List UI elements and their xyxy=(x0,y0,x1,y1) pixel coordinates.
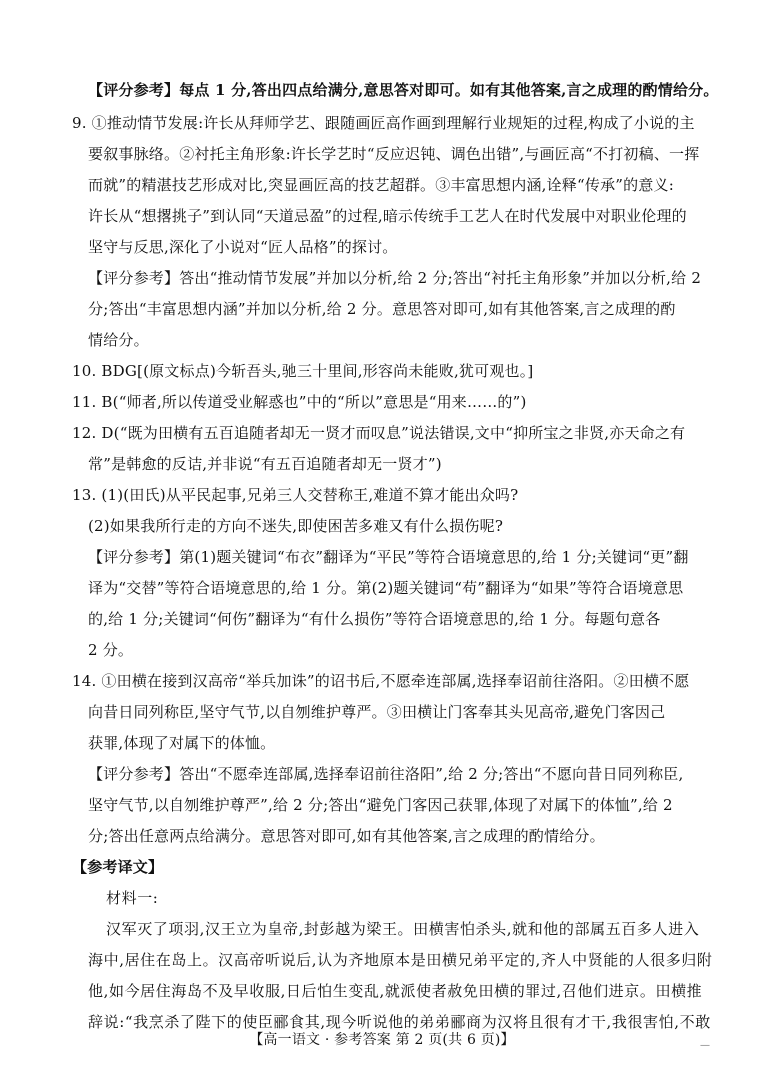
answer-12-line: 常”是韩愈的反诘,并非说“有五百追随者却无一贤才”) xyxy=(88,455,442,473)
translation-line: 海中,居住在岛上。汉高帝听说后,认为齐地原本是田横兄弟平定的,齐人中贤能的人很多归附 xyxy=(88,951,713,969)
answer-11-line: 11. B(“师者,所以传道受业解惑也”中的“所以”意思是“用来……的”) xyxy=(72,393,527,411)
corner-mark: — xyxy=(700,1040,710,1051)
scoring-reference-line: 分;答出任意两点给满分。意思答对即可,如有其他答案,言之成理的酌情给分。 xyxy=(88,827,605,845)
answer-14-line: 14. ①田横在接到汉高帝“举兵加诛”的诏书后,不愿牵连部属,选择奉诏前往洛阳。②田横不愿 xyxy=(72,672,690,690)
translation-heading: 【参考译文】 xyxy=(72,858,164,876)
answer-9-line: 要叙事脉络。②衬托主角形象:许长学艺时“反应迟钝、调色出错”,与画匠高“不打初稿、一挥 xyxy=(88,145,700,163)
translation-line: 汉军灭了项羽,汉王立为皇帝,封彭越为梁王。田横害怕杀头,就和他的部属五百多人进入 xyxy=(106,920,700,938)
scoring-reference-line: 译为“交替”等符合语境意思的,给 1 分。第(2)题关键词“苟”翻译为“如果”等符合语境意思 xyxy=(88,579,684,597)
translation-line: 他,如今居住海岛不及早收服,日后怕生变乱,就派使者赦免田横的罪过,召他们进京。田横推 xyxy=(88,982,703,1000)
answer-13-line: (2)如果我所行走的方向不迷失,即使困苦多难又有什么损伤呢? xyxy=(88,517,504,535)
scoring-reference-line: 【评分参考】第(1)题关键词“布衣”翻译为“平民”等符合语境意思的,给 1 分;关键词“更”翻 xyxy=(88,548,689,566)
scoring-reference-line: 【评分参考】每点 1 分,答出四点给满分,意思答对即可。如有其他答案,言之成理的酌情给分。 xyxy=(88,81,719,99)
answer-9-line: 9. ①推动情节发展:许长从拜师学艺、跟随画匠高作画到理解行业规矩的过程,构成了小说的主 xyxy=(72,114,695,132)
answer-14-line: 获罪,体现了对属下的体恤。 xyxy=(88,734,276,752)
answer-12-line: 12. D(“既为田横有五百追随者却无一贤才而叹息”说法错误,文中“抑所宝之非贤,亦天命之有 xyxy=(72,424,686,442)
scoring-reference-line: 的,给 1 分;关键词“何伤”翻译为“有什么损伤”等符合语境意思的,给 1 分。每题句意各 xyxy=(88,610,661,628)
answer-10-line: 10. BDG[(原文标点)今斩吾头,驰三十里间,形容尚未能败,犹可观也。] xyxy=(72,362,534,380)
answer-13-line: 13. (1)(田氏)从平民起事,兄弟三人交替称王,难道不算才能出众吗? xyxy=(72,486,519,504)
material-one-label: 材料一: xyxy=(106,889,159,907)
translation-line: 辞说:“我烹杀了陛下的使臣郦食其,现今听说他的弟弟郦商为汉将且很有才干,我很害怕,不敢 xyxy=(88,1013,711,1031)
scoring-reference-line: 坚守气节,以自刎维护尊严”,给 2 分;答出“避免门客因己获罪,体现了对属下的体恤”,给 2 xyxy=(88,796,673,814)
scoring-reference-line: 2 分。 xyxy=(88,641,134,659)
scoring-reference-line: 【评分参考】答出“不愿牵连部属,选择奉诏前往洛阳”,给 2 分;答出“不愿向昔日同列称臣, xyxy=(88,765,684,783)
answer-14-line: 向昔日同列称臣,坚守气节,以自刎维护尊严。③田横让门客奉其头见高帝,避免门客因己 xyxy=(88,703,666,721)
scoring-reference-line: 【评分参考】答出“推动情节发展”并加以分析,给 2 分;答出“衬托主角形象”并加以分析,给 2 xyxy=(88,269,702,287)
page-footer: 【高一语文 · 参考答案 第 2 页(共 6 页)】 xyxy=(249,1032,515,1048)
answer-9-line: 坚守与反思,深化了小说对“匠人品格”的探讨。 xyxy=(88,238,398,256)
answer-9-line: 而就”的精湛技艺形成对比,突显画匠高的技艺超群。③丰富思想内涵,诠释“传承”的意义: xyxy=(88,176,674,194)
answer-9-line: 许长从“想撂挑子”到认同“天道忌盈”的过程,暗示传统手工艺人在时代发展中对职业伦理的 xyxy=(88,207,687,225)
scoring-reference-line: 分;答出“丰富思想内涵”并加以分析,给 2 分。意思答对即可,如有其他答案,言之成理的酌 xyxy=(88,300,676,318)
scoring-reference-line: 情给分。 xyxy=(88,331,149,349)
